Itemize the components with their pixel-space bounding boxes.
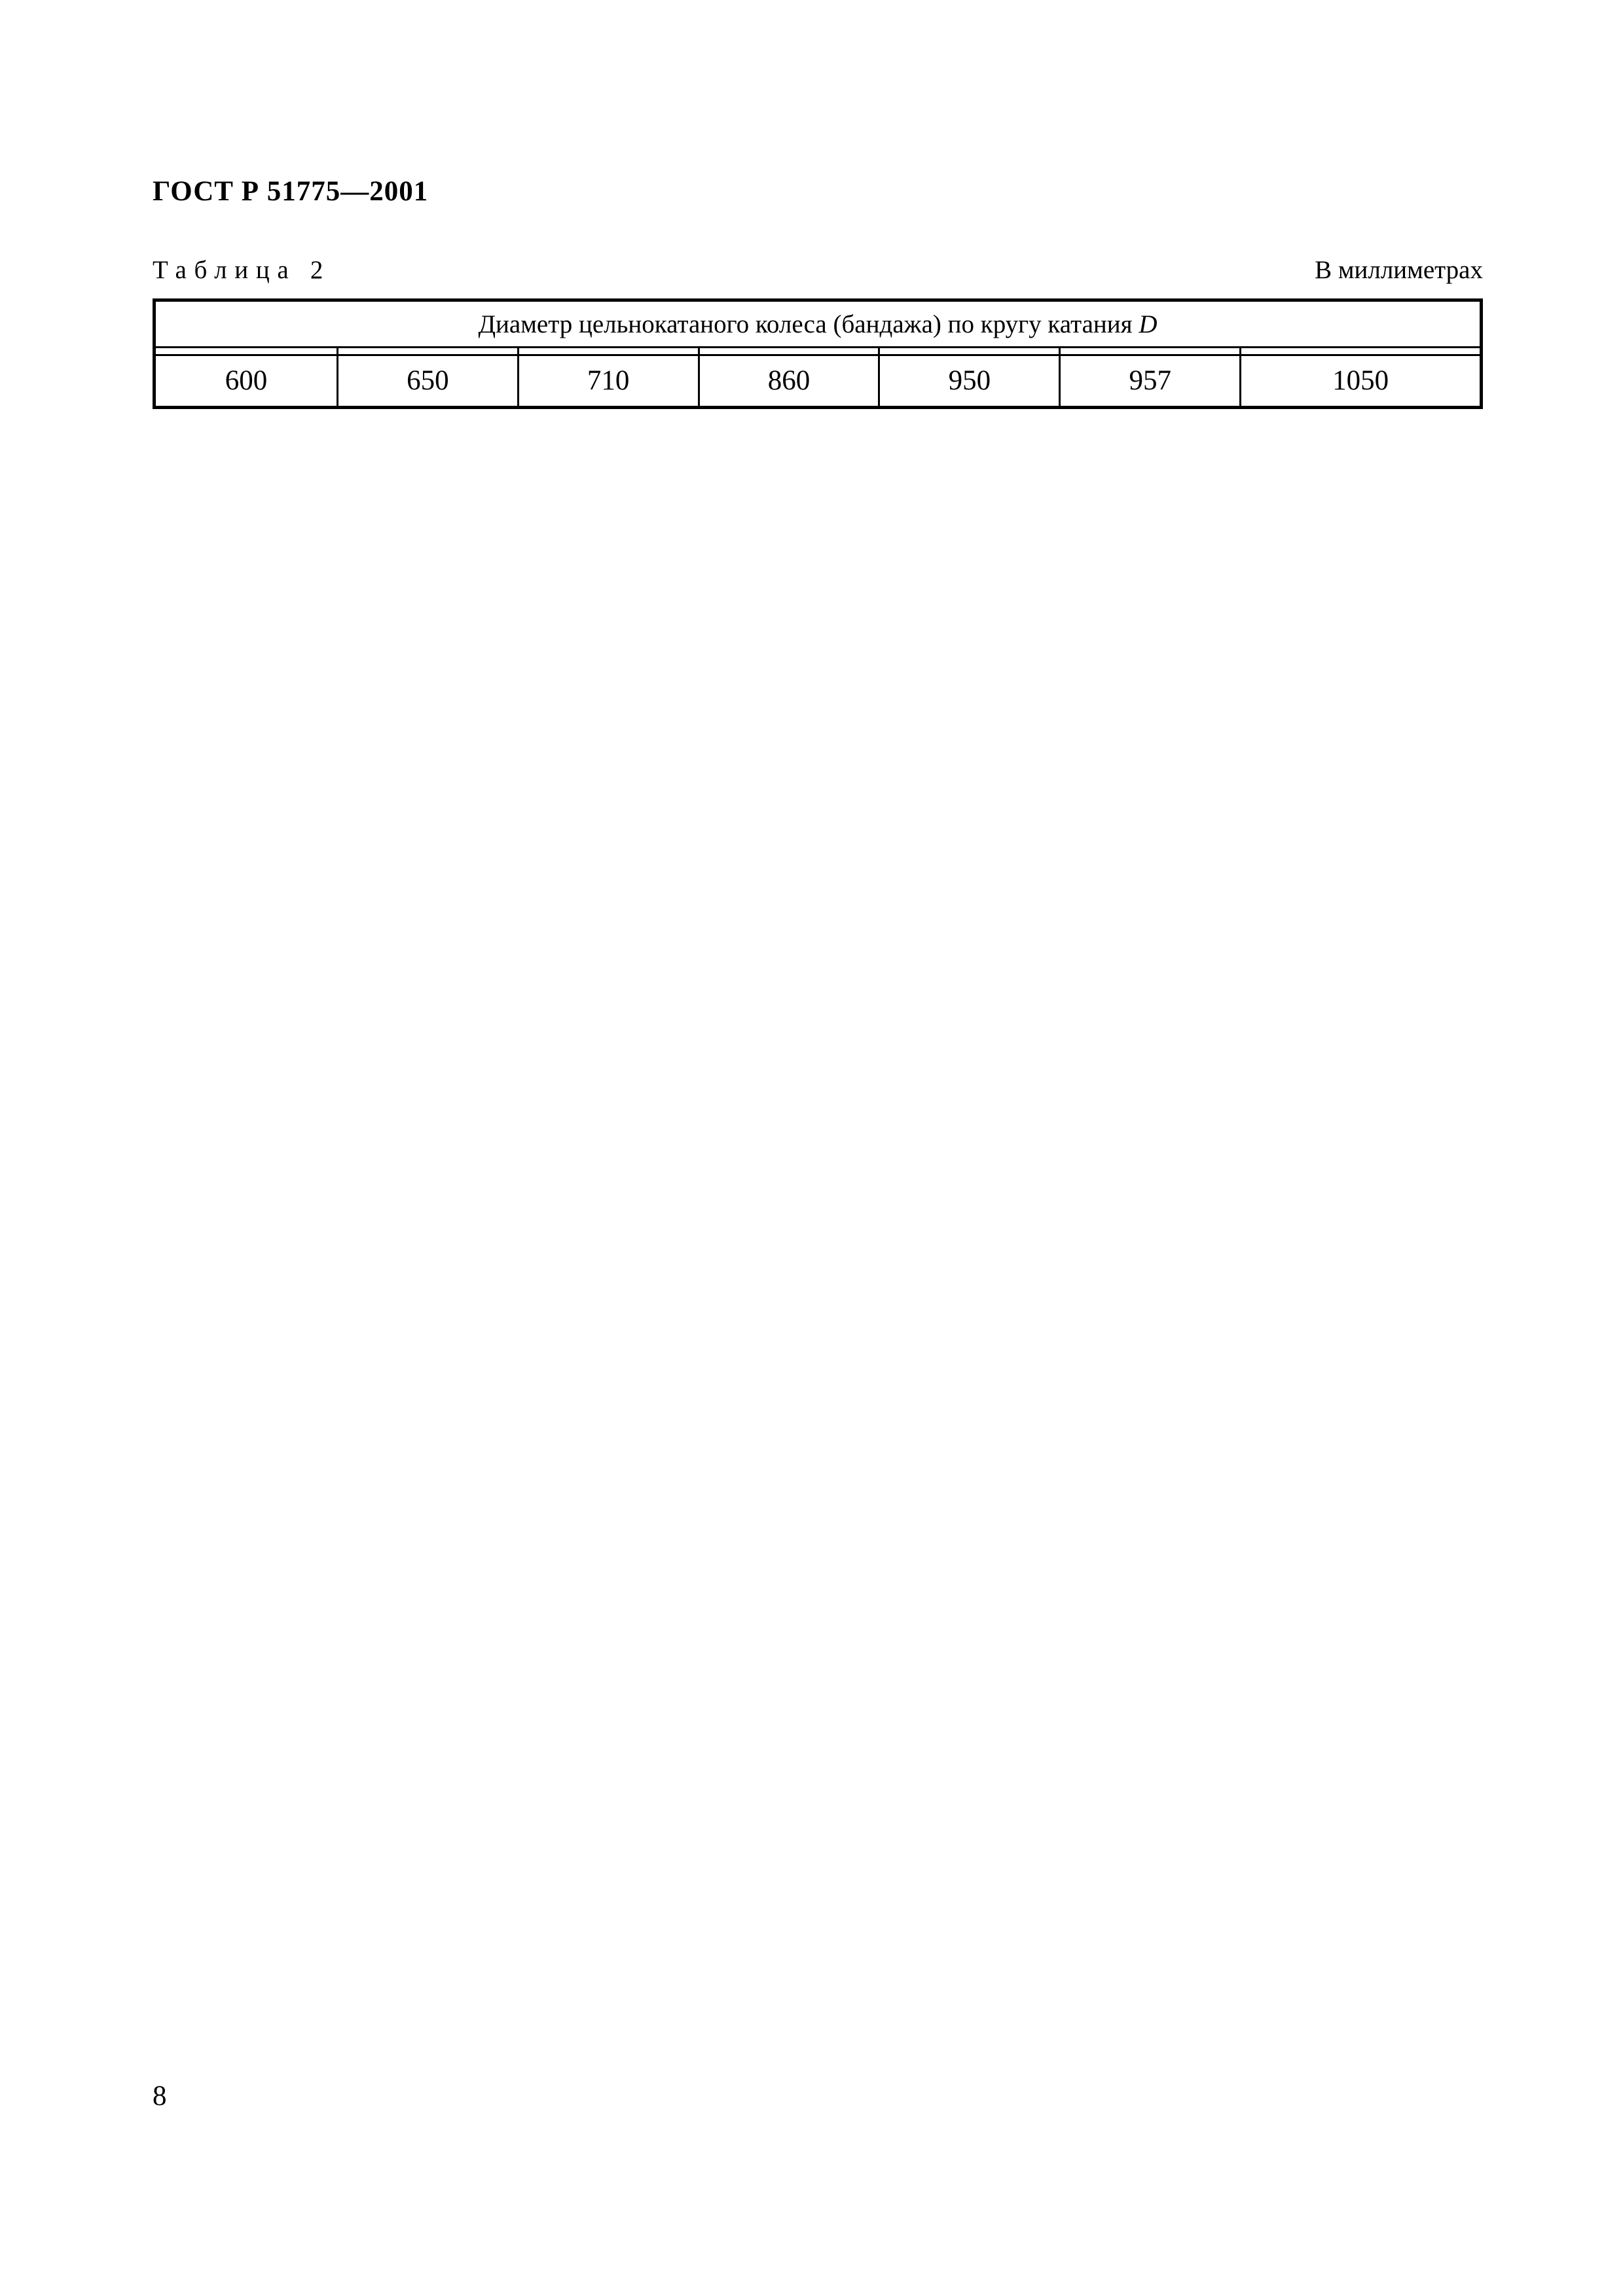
page-number: 8 <box>153 2081 167 2111</box>
table-caption-row <box>153 255 1483 285</box>
table-header-row <box>155 300 1482 347</box>
table-value-cell: 957 <box>1060 355 1241 407</box>
table-wheel-diameters <box>153 298 1483 409</box>
table-value-cell: 1050 <box>1241 355 1482 407</box>
document-header: ГОСТ Р 51775—2001 <box>153 176 429 207</box>
table-units-label: В миллиметрах <box>1315 255 1483 284</box>
table-value-cell: 860 <box>699 355 879 407</box>
table-value-cell: 710 <box>518 355 699 407</box>
table-value-cell: 650 <box>337 355 518 407</box>
table-separator-row <box>155 347 1482 355</box>
table-value-cell: 600 <box>155 355 338 407</box>
table-value-row <box>155 355 1482 407</box>
table-header-cell: Диаметр цельнокатаного колеса (бандажа) по кругу катания D <box>155 300 1482 347</box>
document-content <box>153 175 1483 452</box>
table-caption: Таблица 2 <box>153 255 331 284</box>
table-value-cell: 950 <box>879 355 1060 407</box>
